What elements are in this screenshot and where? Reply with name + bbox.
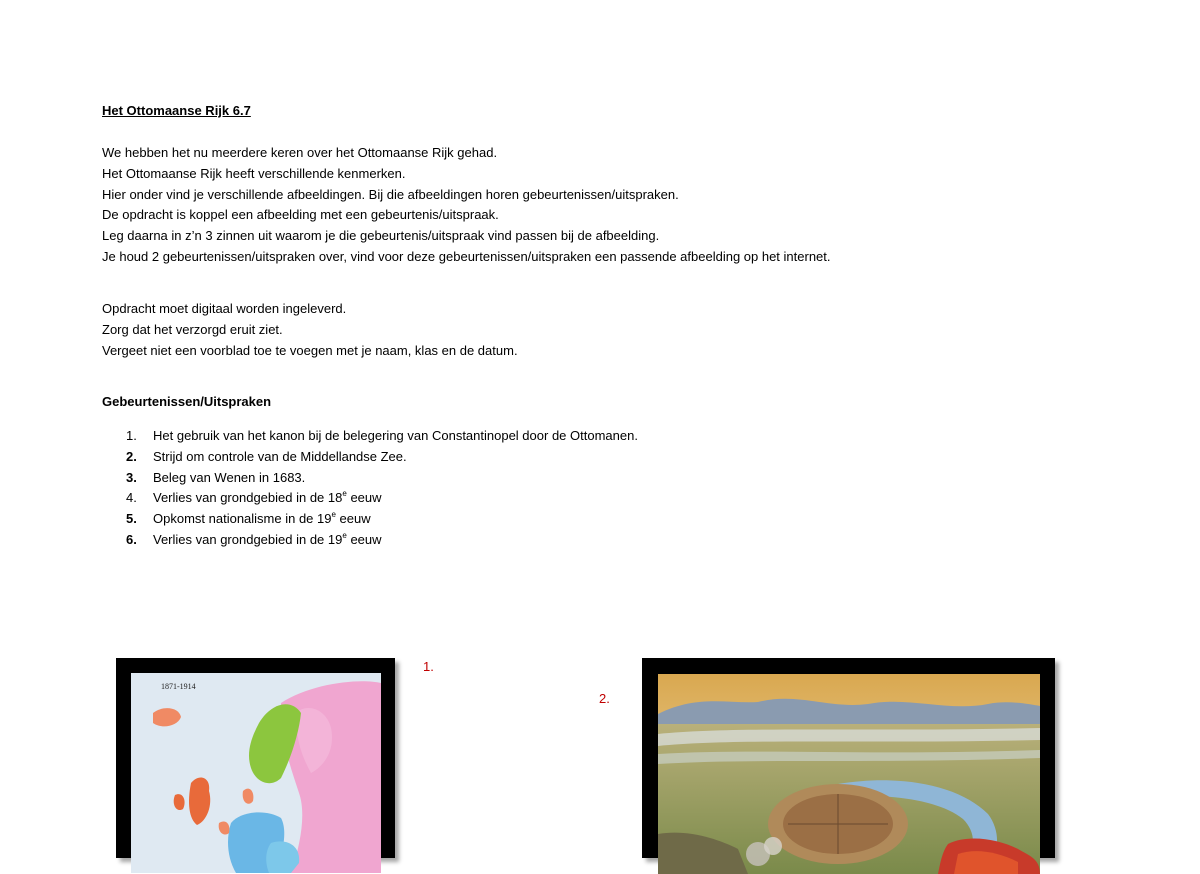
intro-line: Hier onder vind je verschillende afbeeldingen. Bij die afbeeldingen horen gebeurtenissen/uitspraken. [102,186,679,202]
list-text: Het gebruik van het kanon bij de belegering van Constantinopel door de Ottomanen. [153,428,638,443]
siege-painting-image [658,674,1040,874]
instructions-paragraph [102,299,518,361]
list-number: 1. [126,428,137,443]
list-number: 5. [126,511,137,527]
europe-map-image [131,673,381,873]
image-label-1: 1. [423,659,434,674]
document-title: Het Ottomaanse Rijk 6.7 [102,103,251,118]
list-text: Strijd om controle van de Middellandse Zee. [153,448,407,464]
list-text: Opkomst nationalisme in de 19e eeuw [153,509,371,527]
list-item [126,426,638,447]
intro-line: We hebben het nu meerdere keren over het Ottomaanse Rijk gehad. [102,145,498,160]
list-number: 2. [126,448,137,464]
events-list [126,426,638,551]
list-text: Verlies van grondgebied in de 18e eeuw [153,489,382,506]
map-image-frame [116,658,395,858]
image-label-2: 2. [599,691,610,706]
intro-line: Het Ottomaanse Rijk heeft verschillende kenmerken. [102,165,406,181]
list-number: 4. [126,490,137,506]
instruction-line: Zorg dat het verzorgd eruit ziet. [102,321,283,337]
map-year-label: 1871-1914 [161,682,196,691]
list-item [126,468,638,489]
list-number: 6. [126,531,137,547]
list-item [126,488,638,509]
list-item [126,530,638,551]
instruction-line: Opdracht moet digitaal worden ingeleverd. [102,301,347,316]
intro-paragraph [102,143,831,268]
painting-image-frame [642,658,1055,858]
events-heading: Gebeurtenissen/Uitspraken [102,394,272,409]
intro-line: Je houd 2 gebeurtenissen/uitspraken over, vind voor deze gebeurtenissen/uitspraken een passende afbeelding op het internet. [102,248,831,264]
intro-line: Leg daarna in z’n 3 zinnen uit waarom je die gebeurtenis/uitspraak vind passen bij de afbeelding. [102,228,660,244]
list-item [126,447,638,468]
intro-line: De opdracht is koppel een afbeelding met een gebeurtenis/uitspraak. [102,207,499,223]
list-item [126,509,638,530]
list-number: 3. [126,469,137,485]
list-text: Beleg van Wenen in 1683. [153,469,306,485]
list-text: Verlies van grondgebied in de 19e eeuw [153,530,382,547]
instruction-line: Vergeet niet een voorblad toe te voegen met je naam, klas en de datum. [102,342,518,358]
